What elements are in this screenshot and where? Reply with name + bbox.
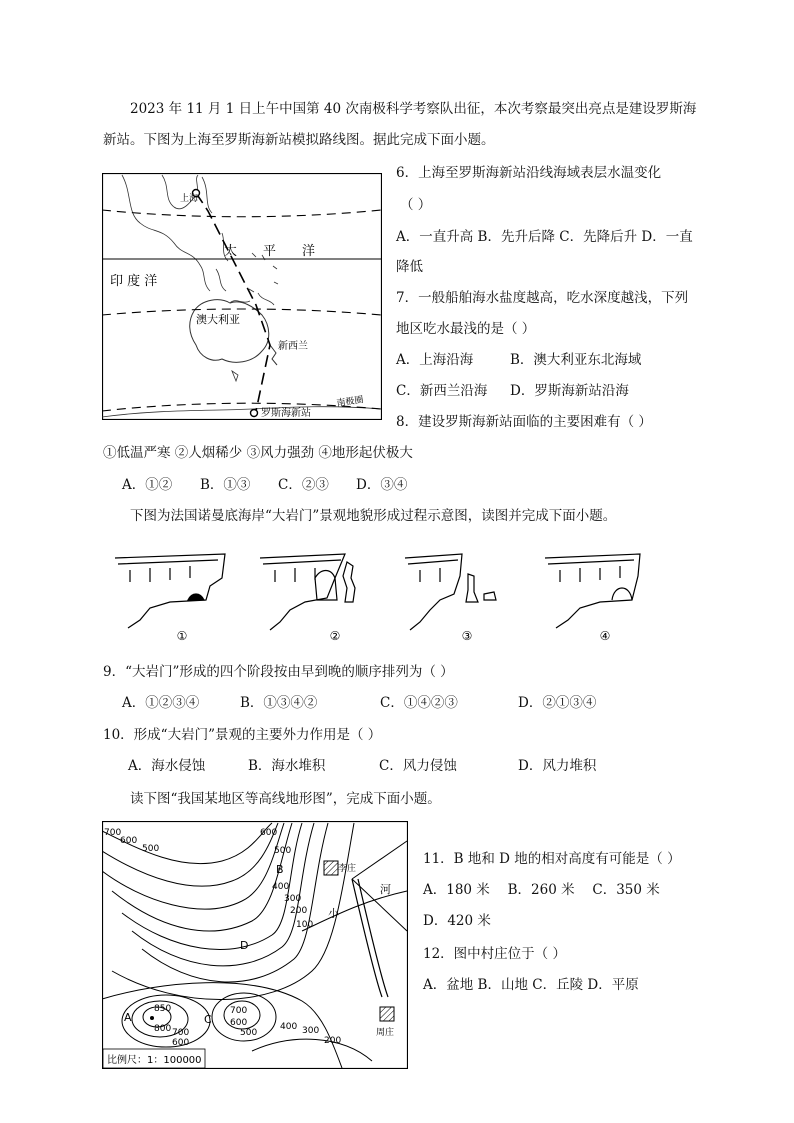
contour-label: 400 (272, 882, 290, 892)
point-b: B (276, 863, 284, 876)
q6-blank: （ ） (400, 197, 432, 213)
label-indian-ocean: 印 度 洋 (110, 274, 158, 289)
q7-option-c: C．新西兰沿海 (396, 383, 488, 399)
q8-option-d: D．③④ (356, 477, 408, 493)
q12-stem: 12．图中村庄位于（ ） (423, 946, 566, 962)
arch-stage-1 (115, 554, 225, 628)
q8-option-c: C．②③ (278, 477, 329, 493)
rosssea-marker (251, 410, 258, 417)
contour-label: 300 (302, 1026, 320, 1036)
q6-options-2: 降低 (396, 259, 423, 275)
village-lizhuang-marker (324, 861, 338, 875)
label-ross-sea-station: 罗斯海新站 (261, 408, 311, 419)
intro-line-1: 2023 年 11 月 1 日上午中国第 40 次南极科学考察队出征，本次考察最突出亮点是建设罗斯海 (130, 101, 697, 117)
point-a: A (124, 1011, 132, 1024)
q10-stem: 10．形成“大岩门”景观的主要外力作用是（ ） (103, 727, 382, 743)
contour-label: 850 (154, 1004, 172, 1014)
contour-label: 200 (324, 1036, 342, 1046)
q7-stem-2: 地区吃水最浅的是（ ） (396, 321, 536, 337)
q9-option-d: D．②①③④ (518, 695, 597, 711)
q8-items: ①低温严寒 ②人烟稀少 ③风力强劲 ④地形起伏极大 (103, 445, 413, 461)
label-australia: 澳大利亚 (196, 313, 240, 326)
arch-caption-1: ① (176, 629, 188, 643)
contour-label: 400 (280, 1022, 298, 1032)
arch-formation-figure (110, 548, 650, 646)
label-river-1: 河 (380, 883, 391, 896)
intro-arch: 下图为法国诺曼底海岸“大岩门”景观地貌形成过程示意图，读图并完成下面小题。 (130, 508, 617, 524)
contour-map (102, 821, 408, 1069)
contour-label: 500 (274, 846, 292, 856)
label-new-zealand: 新西兰 (278, 341, 308, 352)
contour-label: 300 (284, 894, 302, 904)
arch-stage-3 (405, 554, 496, 630)
contour-label: 600 (260, 828, 278, 838)
contour-label: 700 (104, 828, 122, 838)
label-antarctic-circle: 南极圈 (336, 395, 365, 409)
intro-contour: 读下图“我国某地区等高线地形图”，完成下面小题。 (130, 791, 441, 807)
q12-options: A．盆地 B．山地 C．丘陵 D．平原 (423, 977, 639, 993)
q11-options-1: A．180 米 B．260 米 C．350 米 (423, 882, 660, 898)
contour-label: 600 (230, 1018, 248, 1028)
label-shanghai: 上海 (180, 194, 199, 204)
contour-label: 600 (120, 836, 138, 846)
contour-label: 500 (142, 844, 160, 854)
label-river-2: 小 (328, 907, 339, 920)
label-lizhuang: 李庄 (338, 864, 357, 874)
contour-label: 700 (172, 1028, 190, 1038)
q9-option-b: B．①③④② (240, 695, 318, 711)
q11-stem: 11．B 地和 D 地的相对高度有可能是（ ） (423, 851, 681, 867)
q6-stem: 6．上海至罗斯海新站沿线海域表层水温变化 (396, 165, 662, 181)
arch-caption-3: ③ (461, 629, 473, 643)
contour-label: 700 (230, 1006, 248, 1016)
q8-stem: 8．建设罗斯海新站面临的主要困难有（ ） (396, 414, 652, 430)
point-d: D (240, 939, 249, 952)
q6-options-1: A．一直升高 B．先升后降 C．先降后升 D．一直 (396, 229, 693, 245)
arch-caption-4: ④ (599, 629, 611, 643)
q9-stem: 9．“大岩门”形成的四个阶段按由早到晚的顺序排列为（ ） (103, 664, 454, 680)
q7-option-d: D．罗斯海新站沿海 (510, 383, 629, 399)
village-zhouzhuang-marker (380, 1007, 394, 1021)
arch-stage-4 (545, 554, 640, 628)
contour-label: 800 (154, 1024, 172, 1034)
q8-option-a: A．①② (122, 477, 173, 493)
contour-label: 100 (296, 920, 314, 930)
q7-option-a: A．上海沿海 (396, 352, 474, 368)
q10-option-c: C．风力侵蚀 (379, 758, 457, 774)
map-scale: 比例尺：1：100000 (107, 1055, 202, 1066)
q10-option-a: A．海水侵蚀 (128, 758, 206, 774)
label-pacific: 太 平 洋 (224, 244, 316, 259)
label-zhouzhuang: 周庄 (376, 1028, 395, 1038)
arch-stage-2 (260, 554, 355, 630)
q10-option-b: B．海水堆积 (248, 758, 326, 774)
contour-label: 200 (290, 906, 308, 916)
q11-options-2: D．420 米 (423, 913, 491, 929)
q7-option-b: B．澳大利亚东北海域 (510, 352, 642, 368)
point-c: C (204, 1013, 212, 1026)
arch-caption-2: ② (329, 629, 341, 643)
q8-option-b: B．①③ (200, 477, 251, 493)
q7-stem-1: 7．一般船舶海水盐度越高，吃水深度越浅，下列 (396, 290, 689, 306)
route-map (102, 173, 382, 420)
contour-label: 600 (172, 1038, 190, 1048)
q9-option-a: A．①②③④ (122, 695, 200, 711)
contour-label: 500 (240, 1028, 258, 1038)
q9-option-c: C．①④②③ (380, 695, 458, 711)
q10-option-d: D．风力堆积 (518, 758, 597, 774)
intro-line-2: 新站。下图为上海至罗斯海新站模拟路线图。据此完成下面小题。 (103, 132, 495, 148)
